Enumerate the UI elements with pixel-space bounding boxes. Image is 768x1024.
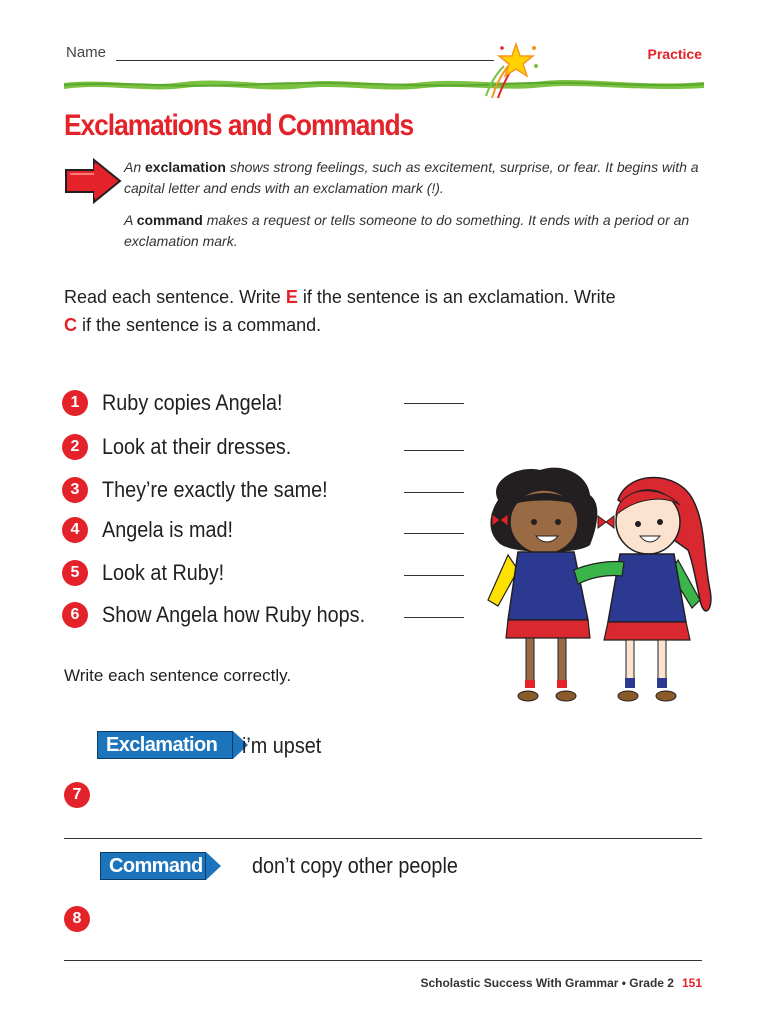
answer-line[interactable] [64,838,702,839]
arrow-icon [64,158,122,204]
definition-prefix: An [124,159,142,175]
item-number: 1 [62,390,88,416]
item-sentence: Look at their dresses. [102,434,292,459]
exclamation-tag: Exclamation [97,731,233,759]
item-number: 7 [64,782,90,808]
name-write-line[interactable] [116,60,494,61]
item-number: 8 [64,906,90,932]
instruction-text: if the sentence is a command. [82,315,322,335]
answer-blank[interactable] [404,617,464,618]
practice-label: Practice [647,46,702,62]
answer-line[interactable] [64,960,702,961]
rewrite-prompt: i’m upset [242,733,322,758]
instructions [64,283,714,339]
answer-blank[interactable] [404,403,464,404]
exclamation-term: exclamation [145,159,226,175]
list-item [62,600,394,630]
answer-blank[interactable] [404,575,464,576]
list-item [62,475,353,505]
exclamation-definition [124,157,714,199]
footer [420,976,702,990]
rewrite-prompt: don’t copy other people [252,853,458,878]
definition-text: shows strong feelings, such as excitement, surprise, or fear. It begins with a capital letter and ends with an exclamation mark (!). [124,159,699,196]
item-number: 5 [62,560,88,586]
command-term: command [136,212,203,228]
page-number: 151 [681,976,702,990]
answer-blank[interactable] [404,492,464,493]
list-item [62,515,248,545]
letter-e: E [285,287,298,307]
answer-blank[interactable] [404,533,464,534]
write-instruction: Write each sentence correctly. [64,666,292,685]
name-label: Name [66,44,107,61]
item-number: 2 [62,434,88,460]
instruction-text: Read each sentence. Write [64,287,281,307]
answer-blank[interactable] [404,450,464,451]
item-sentence: They’re exactly the same! [102,477,328,502]
item-sentence: Angela is mad! [102,517,233,542]
shooting-star-icon [482,40,540,100]
list-item [62,558,238,588]
item-number: 6 [62,602,88,628]
instruction-text: if the sentence is an exclamation. Write [302,287,616,307]
command-definition [124,210,714,252]
book-title: Scholastic Success With Grammar • Grade 2 [420,976,674,990]
green-scribble-band [64,72,704,94]
item-number: 4 [62,517,88,543]
item-sentence: Show Angela how Ruby hops. [102,602,366,627]
two-girls-illustration [478,460,718,718]
item-sentence: Ruby copies Angela! [102,390,283,415]
definition-text: makes a request or tells someone to do something. It ends with a period or an exclamation mark. [124,212,690,249]
item-sentence: Look at Ruby! [102,560,225,585]
command-tag: Command [100,852,206,880]
letter-c: C [64,315,77,335]
page-title: Exclamations and Commands [64,109,414,142]
list-item [62,388,303,418]
list-item [62,432,312,462]
definition-prefix: A [124,212,133,228]
item-number: 3 [62,477,88,503]
